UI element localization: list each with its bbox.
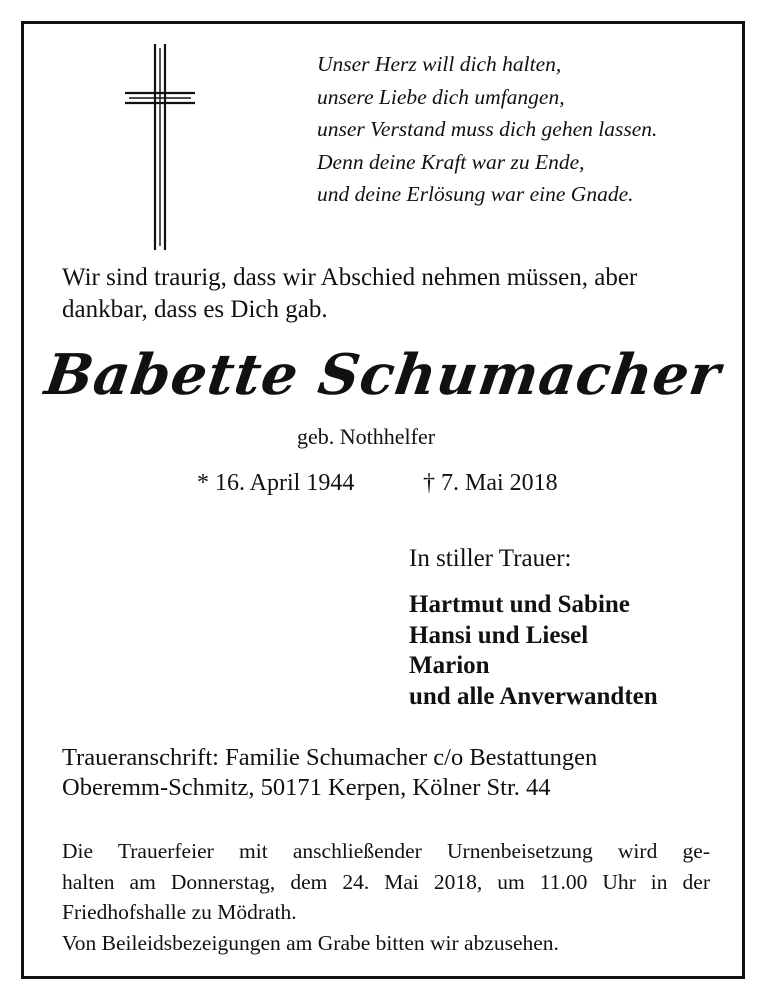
intro-line: Wir sind traurig, dass wir Abschied nehmen müssen, aber [62,264,638,291]
mourning-heading: In stiller Trauer: [409,545,572,572]
birth-date: * 16. April 1944 [197,470,355,496]
service-line: Von Beileidsbezeigungen am Grabe bitten wir abzusehen. [62,930,559,955]
intro-text [62,262,637,326]
address-line: Traueranschrift: Familie Schumacher c/o Bestattungen [62,744,598,771]
mourning-address [62,743,597,803]
poem [317,48,657,211]
poem-line: Denn deine Kraft war zu Ende, [317,149,585,174]
address-line: Oberemm-Schmitz, 50171 Kerpen, Kölner Str. 44 [62,774,551,801]
maiden-name: geb. Nothhelfer [297,424,436,449]
intro-line: dankbar, dass es Dich gab. [62,296,328,323]
mourner-name: und alle Anverwandten [409,682,658,710]
mourners-list [409,590,658,712]
poem-line: Unser Herz will dich halten, [317,52,562,76]
mourner-name: Hansi und Liesel [409,621,589,649]
service-line: Friedhofshalle zu Mödrath. [62,900,297,924]
cross-icon [125,44,195,250]
poem-line: und deine Erlösung war eine Gnade. [317,182,634,207]
service-line: halten am Donnerstag, dem 24. Mai 2018, um 11.00 Uhr in der [62,869,710,894]
funeral-service-info [62,836,710,958]
service-line: Die Trauerfeier mit anschließender Urnenbeisetzung wird ge- [62,839,710,863]
mourner-name: Hartmut und Sabine [409,591,630,618]
poem-line: unser Verstand muss dich gehen lassen. [317,117,658,142]
deceased-name: Babette Schumacher [41,342,725,408]
mourner-name: Marion [409,652,490,679]
poem-line: unsere Liebe dich umfangen, [317,84,565,109]
death-date: † 7. Mai 2018 [423,470,558,496]
